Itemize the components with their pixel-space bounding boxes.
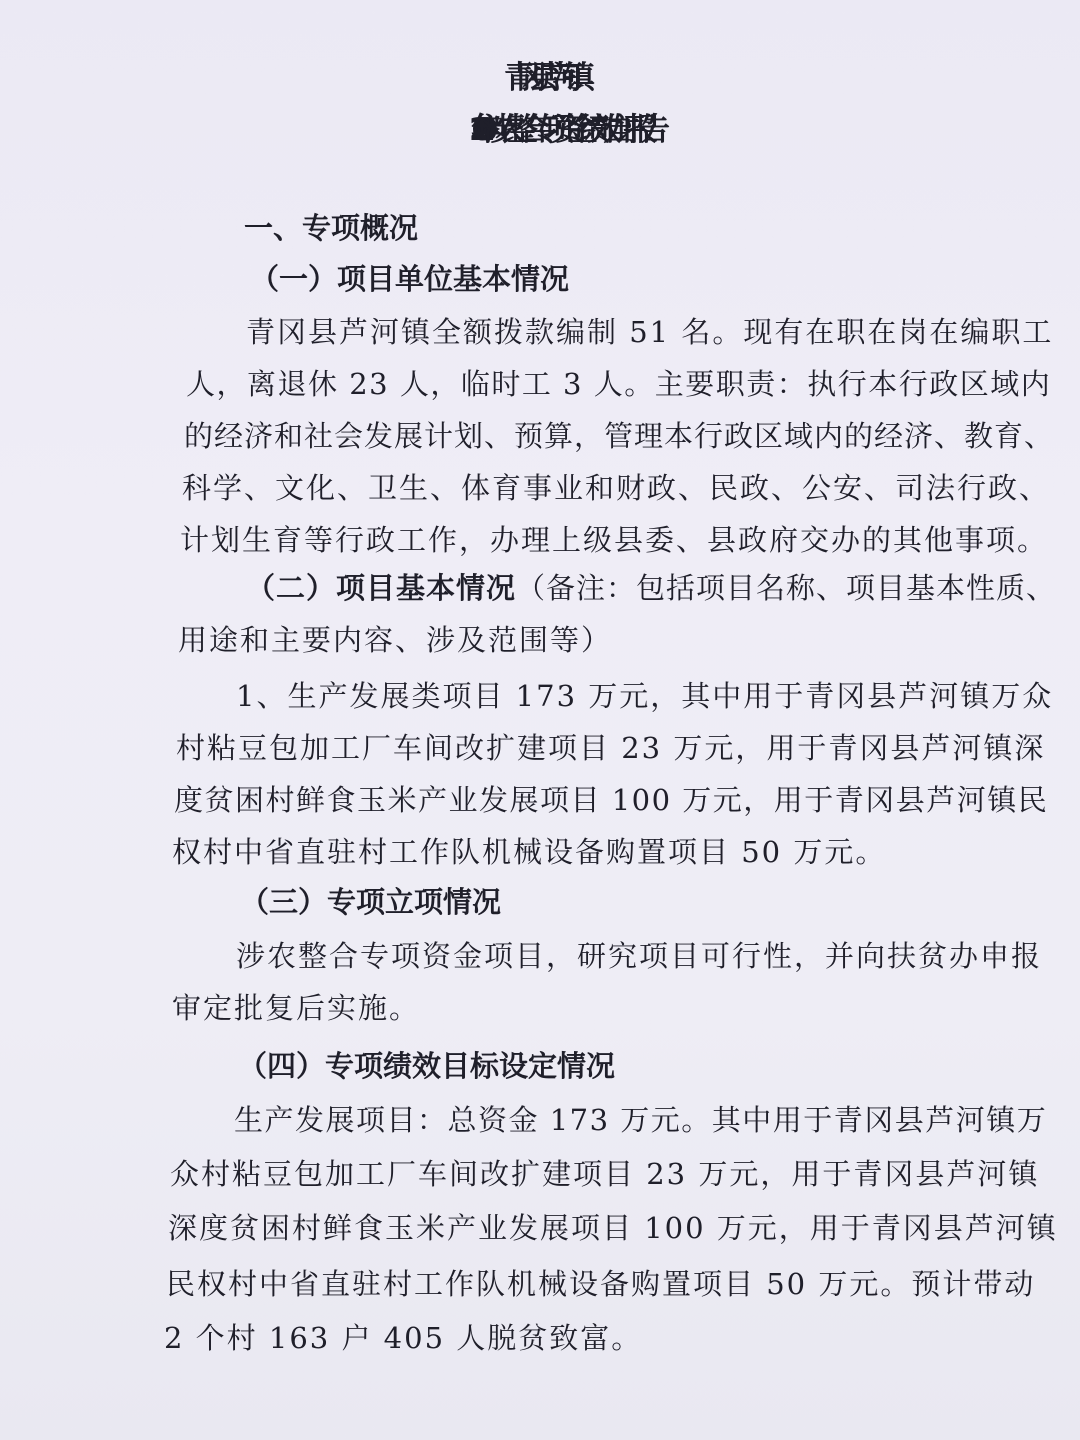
sub2-line-2: 村粘豆包加工厂车间改扩建项目 23 万元，用于青冈县芦河镇深 [176, 731, 1046, 765]
sub1-line-5: 计划生育等行政工作，办理上级县委、县政府交办的其他事项。 [180, 523, 1049, 557]
sub1-line-3: 的经济和社会发展计划、预算，管理本行政区域内的经济、教育、 [184, 419, 1055, 453]
sub1-heading: （一）项目单位基本情况 [250, 262, 570, 296]
section1-heading: 一、专项概况 [244, 211, 419, 245]
sub1-line-1: 青冈县芦河镇全额拨款编制 51 名。现有在职在岗在编职工 [246, 315, 1054, 349]
sub2-heading-line [246, 566, 1056, 607]
sub2-line-4: 权村中省直驻村工作队机械设备购置项目 50 万元。 [172, 835, 887, 869]
sub4-line-3: 深度贫困村鲜食玉米产业发展项目 100 万元，用于青冈县芦河镇 [168, 1211, 1058, 1245]
sub3-line-2: 审定批复后实施。 [172, 991, 421, 1025]
sub2-note-cont: 用途和主要内容、涉及范围等） [178, 623, 613, 657]
document-title-line2: 2020 年涉农整合专项资金绩效自评报告 [468, 112, 652, 148]
sub2-line-1: 1、生产发展类项目 173 万元，其中用于青冈县芦河镇万众 [236, 679, 1054, 713]
document-title-line1: 青冈县芦河镇 [504, 60, 576, 96]
sub2-heading: （二）项目基本情况 [246, 571, 517, 605]
sub1-line-4: 科学、文化、卫生、体育事业和财政、民政、公安、司法行政、 [182, 471, 1051, 505]
sub4-line-1: 生产发展项目：总资金 173 万元。其中用于青冈县芦河镇万 [234, 1103, 1048, 1137]
sub4-line-4: 民权村中省直驻村工作队机械设备购置项目 50 万元。预计带动 [166, 1267, 1036, 1301]
sub2-line-3: 度贫困村鲜食玉米产业发展项目 100 万元，用于青冈县芦河镇民 [174, 783, 1049, 817]
sub2-note: （备注：包括项目名称、项目基本性质、 [516, 571, 1057, 605]
sub4-line-5: 2 个村 163 户 405 人脱贫致富。 [164, 1321, 643, 1355]
sub3-line-1: 涉农整合专项资金项目，研究项目可行性，并向扶贫办申报 [236, 939, 1043, 973]
sub1-line-2: 人，离退休 23 人，临时工 3 人。主要职责：执行本行政区域内 [186, 367, 1052, 401]
sub3-heading: （三）专项立项情况 [240, 885, 502, 919]
sub4-heading: （四）专项绩效目标设定情况 [238, 1049, 616, 1083]
sub4-line-2: 众村粘豆包加工厂车间改扩建项目 23 万元，用于青冈县芦河镇 [170, 1157, 1040, 1191]
